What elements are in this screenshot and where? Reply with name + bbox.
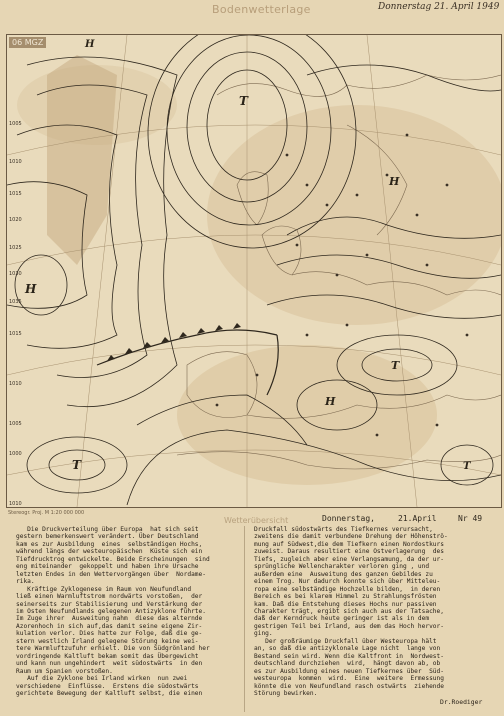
text-line: eng miteinander gekoppelt und haben ihre Ursache [16,563,199,571]
isobar-value: 1030 [9,271,22,277]
text-line: ging. [254,630,273,638]
isobar-labels [9,121,22,507]
station-dot [326,204,329,207]
high-pressure-label: H [25,282,37,296]
text-line: deutschland durchziehen wird, hängt davon ab, ob [254,660,441,668]
text-line: und kann nun ungehindert weit südostwärts in den [16,660,203,668]
map-code-badge: 06 MGZ [9,37,46,48]
text-column-right [254,526,498,697]
text-line: Druckfall südostwärts des Tiefkernes verursacht, [254,526,433,533]
isobar-value: 1010 [9,159,22,165]
surface-weather-map [6,34,502,508]
isobar [307,65,501,91]
weather-map-drawing [7,35,501,507]
text-line: Bestand sein wird. Wenn die Kaltfront in Nordwest- [254,652,444,660]
station-dot [436,424,439,427]
overview-weekday: Donnerstag, [322,514,375,523]
low-pressure-label: T [72,458,81,472]
text-line: es zur Ausbildung eines neuen Tiefkernes über Süd- [254,667,444,675]
text-line: Azorenhoch in sich auf,das damit seine eigene Zir- [16,622,203,630]
low-pressure-label: T [239,94,248,108]
text-line: Tiefdrucktrog entwickelte. Beide Erscheinungen sind [16,555,210,563]
station-dot [306,184,309,187]
issue-number: Nr 49 [458,514,483,523]
text-line: Der großräumige Druckfall über Westeuropa hält [254,637,437,645]
high-pressure-label: H [85,39,95,50]
isobar-value: 1005 [9,421,22,427]
text-line: rika. [16,578,35,586]
station-dot [356,194,359,197]
station-dot [306,334,309,337]
text-line: Im Zuge ihrer Ausweitung nahm diese das alternde [16,615,203,623]
text-line: ropa eine selbständige Hochzelle bilden, in deren [254,585,441,593]
overview-heading: Wetterübersicht [224,516,289,525]
text-line: Auf die Zyklone bei Irland wirken nun zwei [16,675,188,683]
column-divider [244,526,245,712]
text-column-left [16,526,240,697]
text-line: einem Trog. Nur dadurch konnte sich über Mitteleu- [254,578,441,586]
isobar-value: 1035 [9,299,22,305]
station-dot [426,264,429,267]
high-pressure-label: H [325,395,336,408]
high-pressure-label: H [389,175,400,188]
isobar-value: 1020 [9,217,22,223]
text-line: ließ einen Warmluftstrom nordwärts vorstoßen, der [16,593,203,601]
isobar-value: 1005 [9,121,22,127]
isobar-value: 1010 [9,381,22,387]
text-line: stern westlich Irland gelegene Störung keine wei- [16,637,199,645]
station-dot [446,184,449,187]
text-line: Charakter trägt, ergibt sich auch aus der Tatsache, [254,607,444,615]
text-line: Bereich es bei klarem Himmel zu Strahlungsfrösten [254,593,437,601]
text-line: Kräftige Zyklogenese im Raum von Neufundland [16,585,192,593]
text-line: gestrigen Teil bei Irland, aus dem das Hoch hervor- [254,622,444,630]
bulletin-title: Bodenwetterlage [212,3,311,16]
front-tooth [215,325,223,331]
text-line: kulation verlor. Dies hatte zur Folge, daß die ge- [16,630,203,638]
author-signature: Dr.Roediger [440,698,483,706]
text-line: verschiedene Einflüsse. Erstens die südostwärts [16,682,199,690]
overview-date: 21.April [398,514,437,523]
handwritten-date: Donnerstag 21. April 1949 [378,2,500,12]
text-line: gestern bemerkenswert verändert. Über Deutschland [16,533,199,541]
text-line: westeuropa kommen wird. Eine weitere Ermessung [254,675,444,683]
station-dot [386,174,389,177]
text-line: kam es zur Ausbildung eines selbständigen Hochs, [16,540,203,548]
isobar-value: 1000 [9,451,22,457]
text-line: Störung bewirken. [254,689,318,697]
text-line: zweitens die damit verbundene Drehung der Höhenströ- [254,533,448,541]
station-dot [336,274,339,277]
station-dot [406,134,409,137]
station-dot [416,214,419,217]
station-dot [466,334,469,337]
station-dot [216,404,219,407]
text-line: seinerseits zur Stabilisierung und Verstärkung der [16,600,203,608]
text-line: kam. Daß die Entstehung dieses Hochs nur passiven [254,600,437,608]
isobar [15,255,67,315]
text-line: vordringende Kaltluft bekam somit das Übergewicht [16,652,199,660]
text-line: zuweist. Daraus resultiert eine Ostverlagerung des [254,548,444,556]
low-pressure-label: T [391,359,400,372]
isobar-value: 1015 [9,331,22,337]
map-stain-shading [47,55,117,265]
station-dot [296,244,299,247]
text-line: daß der Kerndruck heute geringer ist als in dem [254,615,430,623]
station-dot [366,254,369,257]
text-line: letzten Endes in den Wettervorgängen über Nordame- [16,570,206,578]
station-dot [376,434,379,437]
text-line: mung auf Südwest,die dem Tiefkern einen Nordostkurs [254,540,444,548]
isobar-value: 1015 [9,191,22,197]
isobar-value: 1025 [9,245,22,251]
text-line: sprüngliche Wellencharakter verloren ging , und [254,563,430,571]
text-line: im Osten Neufundlands gelegenen Antizyklone führte. [16,607,206,615]
text-line: außerdem eine Ausweitung des ganzen Gebildes zu [254,570,433,578]
isobar-value: 1010 [9,501,22,507]
text-line: Raum um Spanien vorstoßen. [16,667,113,675]
front-tooth [233,323,241,329]
station-dot [286,154,289,157]
text-line: gerichtete Bewegung der Kaltluft selbst, die einen [16,689,203,697]
low-pressure-label: T [463,461,471,472]
projection-note: Stereogr. Proj. M 1:20 000 000 [8,510,85,516]
text-line: könnte die von Neufundland rasch ostwärts ziehende [254,682,444,690]
text-line: Die Druckverteilung über Europa hat sich seit [16,526,199,533]
station-dot [346,324,349,327]
text-line: Tiefs, zugleich aber eine Verlangsamung, da der ur- [254,555,444,563]
text-line: während längs der westeuropäischen Küste sich ein [16,548,203,556]
station-dot [256,374,259,377]
text-line: tere Warmluftzufuhr erhielt. Die von Südgrönland her [16,645,210,653]
text-line: an, so daß die antizyklonale Lage nicht lange von [254,645,441,653]
